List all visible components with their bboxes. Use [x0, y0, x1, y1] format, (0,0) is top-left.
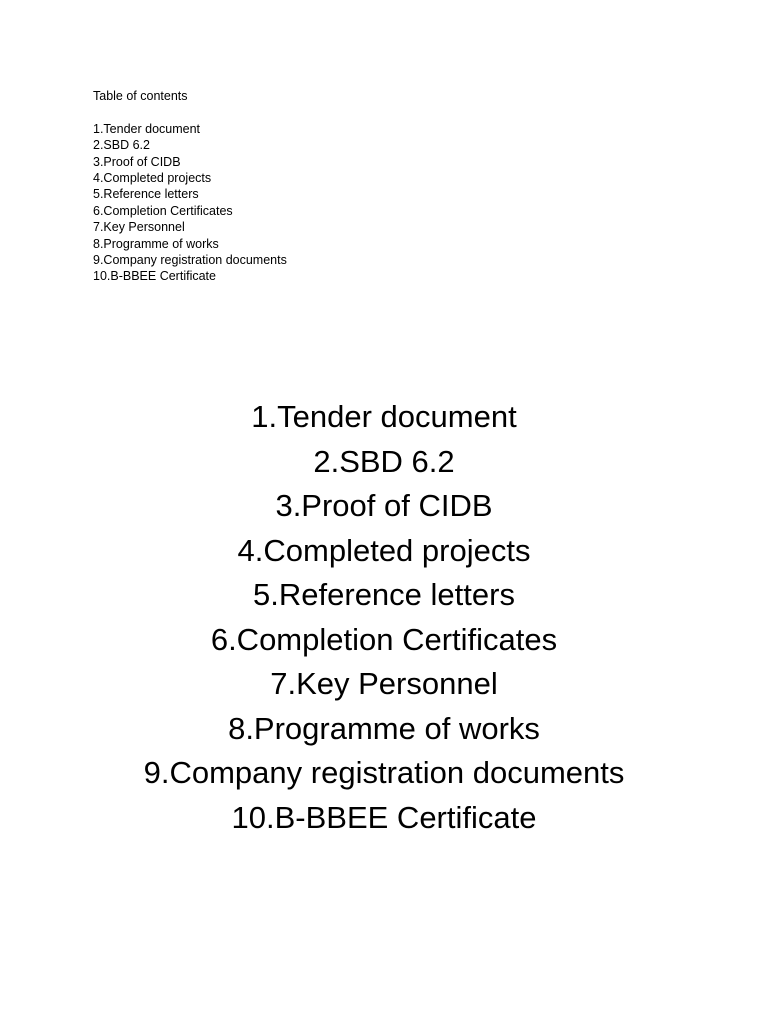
toc-large-item-9: 9.Company registration documents — [143, 755, 625, 790]
toc-small-item-10: 10.B-BBEE Certificate — [93, 269, 216, 284]
toc-small-item-4: 4.Completed projects — [93, 171, 212, 186]
toc-large-item-3: 3.Proof of CIDB — [275, 488, 493, 523]
toc-large-item-8: 8.Programme of works — [228, 710, 540, 746]
toc-large-item-6: 6.Completion Certificates — [210, 621, 558, 657]
toc-small-item-7: 7.Key Personnel — [93, 220, 185, 235]
toc-large-item-5: 5.Reference letters — [253, 577, 515, 612]
toc-small-item-9: 9.Company registration documents — [93, 253, 287, 268]
toc-small-item-2: 2.SBD 6.2 — [93, 138, 150, 153]
toc-large-item-7: 7.Key Personnel — [270, 666, 498, 701]
toc-large-item-10: 10.B-BBEE Certificate — [231, 799, 537, 835]
toc-large-item-1: 1.Tender document — [251, 399, 517, 434]
toc-small-item-5: 5.Reference letters — [93, 187, 199, 202]
toc-small-item-8: 8.Programme of works — [93, 236, 219, 251]
toc-large-item-2: 2.SBD 6.2 — [313, 443, 455, 479]
toc-large-item-4: 4.Completed projects — [237, 532, 531, 568]
toc-small-item-1: 1.Tender document — [93, 121, 201, 136]
toc-small-item-6: 6.Completion Certificates — [93, 203, 233, 218]
toc-title: Table of contents — [93, 89, 188, 103]
table-of-contents-small — [93, 88, 287, 285]
table-of-contents-large — [0, 395, 768, 840]
toc-small-item-3: 3.Proof of CIDB — [93, 154, 181, 169]
